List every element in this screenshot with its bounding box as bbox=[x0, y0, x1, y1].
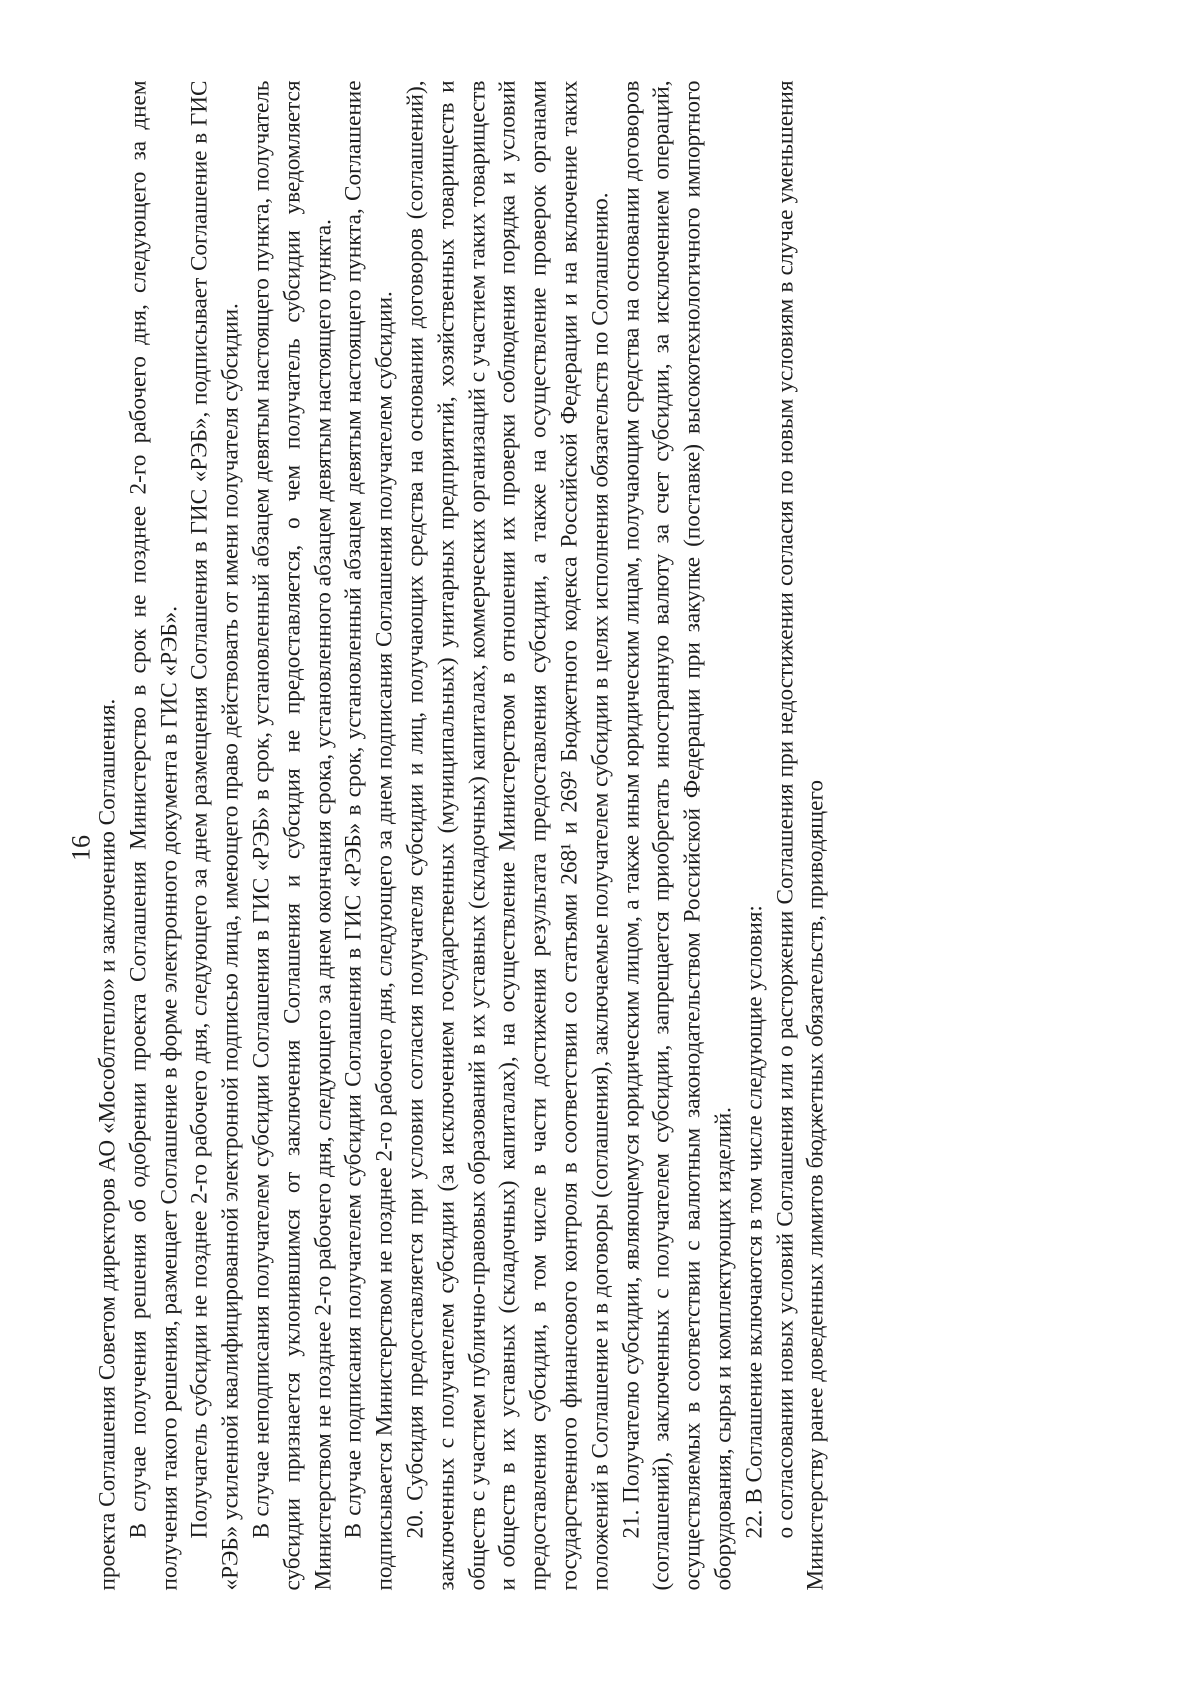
paragraph: 20. Субсидия предоставляется при условии согласия получателя субсидии и лиц, получающих средства на основании договоров (соглашений), заключенных с получателем субсидии (за исключением государственных (муниципальных) унитарных предприятий, хозяйственных товариществ и обществ с участием публично-правовых образований в их уставных (складочных) капиталах, коммерческих организаций с участием таких товариществ и обществ в их уставных (складочных) капиталах), на осуществление Министерством в отношении их проверки соблюдения порядка и условий предоставления субсидии, в том числе в части достижения результата предоставления субсидии, а также на осуществление проверок органами государственного финансового контроля в соответствии со статьями 268¹ и 269² Бюджетного кодекса Российской Федерации и на включение таких положений в Соглашение и в договоры (соглашения), заключаемые получателем субсидии в целях исполнения обязательств по Соглашению. bbox=[402, 80, 614, 1591]
paragraph: В случае получения решения об одобрении проекта Соглашения Министерство в срок не позднее 2-го рабочего дня, следующего за днем получения такого решения, размещает Соглашение в форме электронного документа в ГИС «РЭБ». bbox=[125, 80, 183, 1591]
paragraph: В случае неподписания получателем субсидии Соглашения в ГИС «РЭБ» в срок, установленный абзацем девятым настоящего пункта, получатель субсидии признается уклонившимся от заключения Соглашения и субсидия не предоставляется, о чем получатель субсидии уведомляется Министерством не позднее 2-го рабочего дня, следующего за днем окончания срока, установленного абзацем девятым настоящего пункта. bbox=[248, 80, 337, 1591]
paragraph: 21. Получателю субсидии, являющемуся юридическим лицом, а также иным юридическим лицам, получающим средства на основании договоров (соглашений), заключенных с получателем субсидии, запрещается приобретать иностранную валюту за счет субсидии, за исключением операций, осуществляемых в соответствии с валютным законодательством Российской Федерации при закупке (поставке) высокотехнологичного импортного оборудования, сырья и комплектующих изделий. bbox=[618, 80, 737, 1591]
paragraph: 22. В Соглашение включаются в том числе следующие условия: bbox=[741, 905, 768, 1539]
paragraph: В случае подписания получателем субсидии Соглашения в ГИС «РЭБ» в срок, установленный абзацем девятым настоящего пункта, Соглашение подписывается Министерством не позднее 2-го рабочего дня, следующего за днем подписания Соглашения получателем субсидии. bbox=[340, 80, 398, 1591]
paragraph: о согласовании новых условий Соглашения или о расторжении Соглашения при недостижении согласия по новым условиям в случае уменьшения Министерству ранее доведенных лимитов бюджетных обязательств, приводящего bbox=[772, 80, 829, 1591]
document-body bbox=[93, 81, 832, 1591]
document-page bbox=[1, 0, 1200, 1697]
paragraph: Получатель субсидии не позднее 2-го рабочего дня, следующего за днем размещения Соглашения в ГИС «РЭБ», подписывает Соглашение в ГИС «РЭБ» усиленной квалифицированной электронной подписью лица, имеющего право действовать от имени получателя субсидии. bbox=[186, 80, 244, 1591]
paragraph: проекта Соглашения Советом директоров АО «Мособлтепло» и заключению Соглашения. bbox=[94, 698, 121, 1591]
page-number: 16 bbox=[66, 835, 96, 861]
